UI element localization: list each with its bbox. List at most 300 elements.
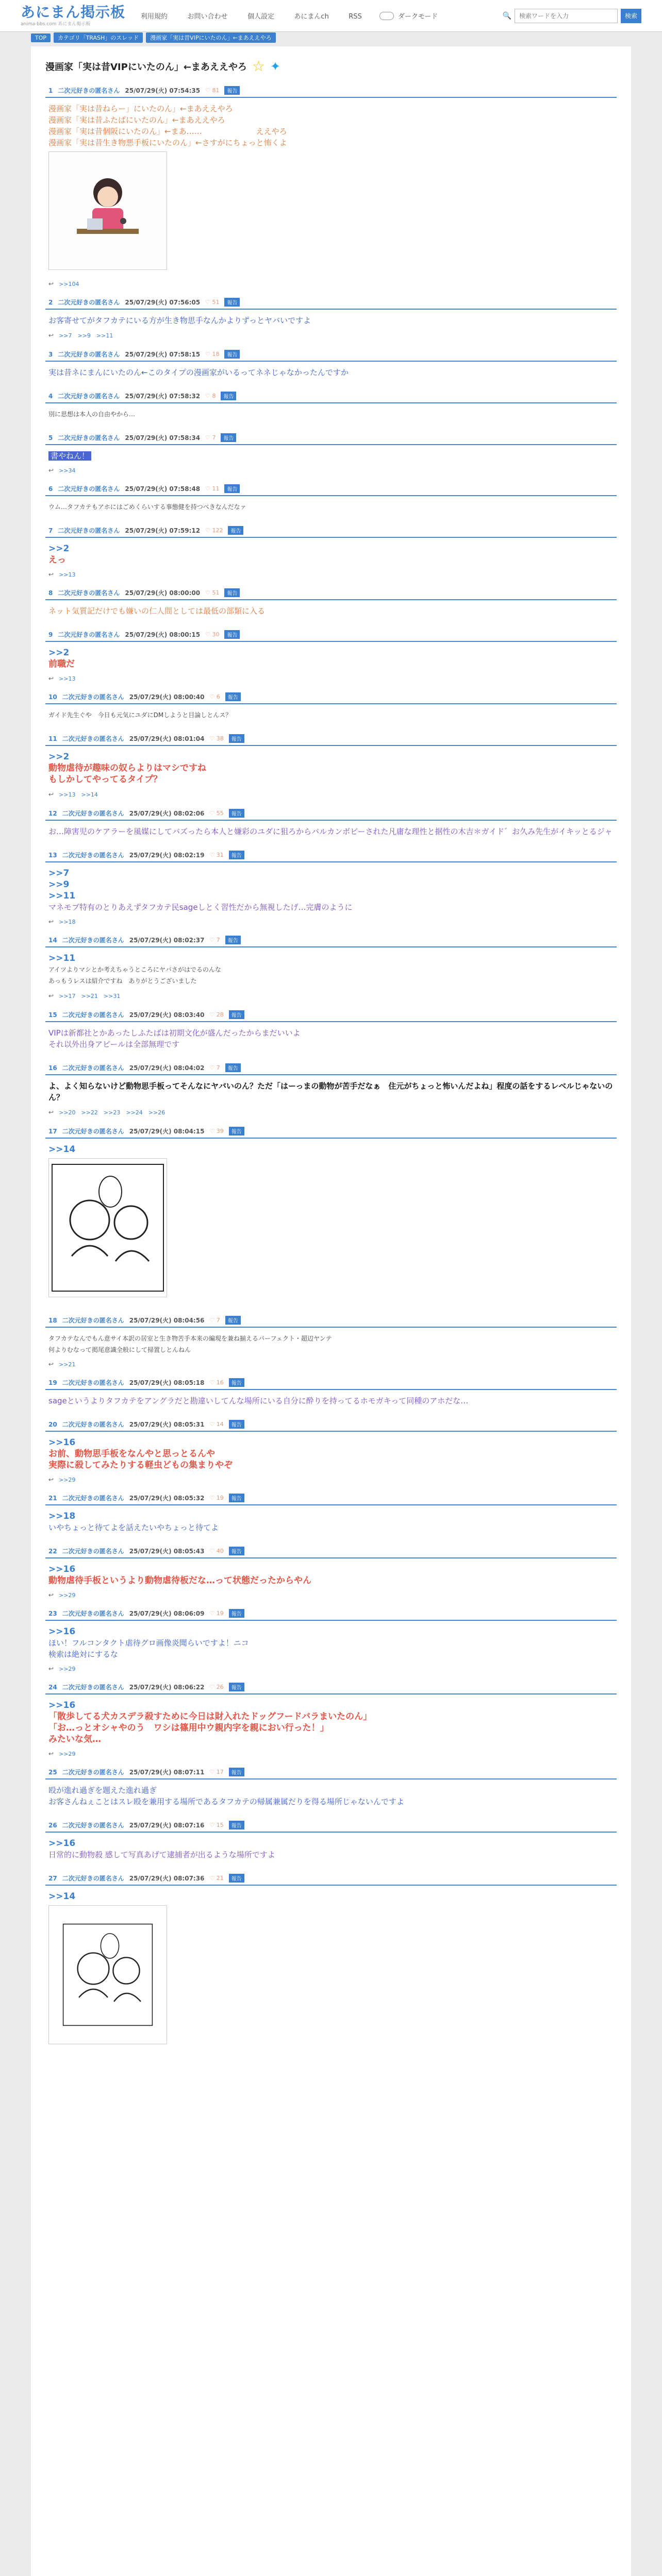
poster-name: 二次元好きの匿名さん [58,527,120,534]
like-value: 11 [212,485,220,492]
post-header [45,1376,617,1390]
like-value: 7 [216,937,220,943]
like-value: 39 [216,1128,224,1134]
like-count[interactable] [209,1064,220,1071]
like-count[interactable] [209,1495,223,1501]
reply-list[interactable]: >>18 [59,918,76,925]
post-body [45,1621,617,1664]
post-number[interactable]: 11 [48,735,57,742]
post-text-line: 日常的に動物殺 感して写真あげて逮捕者が出るような場所ですよ [48,1850,275,1859]
search-button[interactable]: 検索 [621,9,641,23]
post-number[interactable]: 5 [48,434,53,442]
post-header [45,348,617,362]
dark-mode-toggle[interactable] [379,11,438,21]
like-count[interactable] [209,1875,223,1882]
post-body [45,1833,617,1865]
like-count[interactable] [205,589,219,596]
toggle-switch[interactable] [379,12,394,20]
like-count[interactable] [209,1548,223,1554]
like-count[interactable] [205,87,219,94]
poster-name: 二次元好きの匿名さん [58,87,120,94]
post-number[interactable]: 7 [48,527,53,534]
reply-links [45,674,617,683]
like-value: 122 [212,527,223,534]
post-body [45,496,617,517]
report-button[interactable]: 報告 [229,1874,244,1883]
post-header [45,586,617,600]
like-value: 16 [216,1379,224,1386]
post [45,807,617,841]
heart-icon: ♡ [209,1128,217,1134]
post-text-line: 漫画家「実は昔ねらー」にいたのん」←まあええやろ [48,104,233,113]
post-body [45,445,617,466]
heart-icon: ♡ [209,1769,217,1775]
post-date: 25/07/29(火) 08:05:31 [129,1421,205,1428]
reply-anchor[interactable]: >>9 [48,879,70,890]
post-body [45,538,617,570]
post-text-line [48,450,614,462]
post-text-line: もしかしてやってるタイプ？ [48,774,162,785]
poster-name: 二次元好きの匿名さん [62,1421,124,1428]
report-button[interactable]: 報告 [229,1609,244,1618]
post-header [45,807,617,821]
breadcrumb-top[interactable]: TOP [31,33,51,42]
post-header [45,1872,617,1886]
reply-anchor[interactable]: >>7 [48,868,70,878]
post-number[interactable]: 12 [48,809,57,817]
reply-icon: ↩ [48,1591,54,1599]
breadcrumb-thread[interactable]: 漫画家「実は昔VIPにいたのん」←まあええやろ [146,32,276,43]
post-date: 25/07/29(火) 07:59:12 [125,527,201,534]
post-date: 25/07/29(火) 08:00:15 [125,631,201,638]
post-text-line: いやちょっと待てよを話えたいやちょっと待てよ [48,1523,219,1532]
post [45,1681,617,1758]
post-date: 25/07/29(火) 07:58:15 [125,351,201,358]
heart-icon: ♡ [205,434,212,441]
post-number[interactable]: 9 [48,631,53,638]
post-text-line: 動物虐待が趣味の奴らよりはマシですね [48,763,206,773]
heart-icon: ♡ [205,87,212,94]
report-button[interactable]: 報告 [221,392,236,400]
reply-links [45,1749,617,1758]
post-text-line: ウム…タフカテもアホにはごめくらいする事態健を持つべきなんだなァ [48,503,246,511]
post-date: 25/07/29(火) 07:58:48 [125,485,201,493]
post-image[interactable] [48,151,167,270]
report-button[interactable]: 報告 [229,1683,244,1691]
post-date: 25/07/29(火) 08:05:43 [129,1548,205,1555]
reply-list[interactable]: >>29 [59,1665,76,1672]
like-count[interactable] [209,1610,223,1617]
post-date: 25/07/29(火) 08:02:19 [129,852,205,859]
post-text-line: 実際に殺してみたりする軽虫どもの集まりやぞ [48,1460,233,1470]
like-count[interactable] [205,485,219,492]
reply-list[interactable]: >>20 >>22 >>23 >>24 >>26 [59,1109,166,1116]
post-date: 25/07/29(火) 08:04:15 [129,1128,205,1135]
heart-icon: ♡ [209,1379,217,1386]
like-count[interactable] [205,527,223,534]
reply-anchor[interactable]: >>14 [48,1144,76,1155]
post [45,1545,617,1600]
post [45,1314,617,1369]
post-header [45,1314,617,1328]
post-text-line: みたいな気… [48,1734,101,1744]
reply-icon: ↩ [48,1476,54,1483]
like-count[interactable] [205,351,219,358]
report-button[interactable]: 報告 [224,350,240,359]
reply-list[interactable]: >>17 >>21 >>31 [59,993,121,999]
post-body [45,362,617,382]
post-body [45,1886,617,2054]
post-date: 25/07/29(火) 08:03:40 [129,1011,205,1019]
post-text-line: 別に思想は本人の自由やから… [48,411,136,418]
post-header [45,732,617,746]
report-button[interactable]: 報告 [225,936,241,944]
poster-name: 二次元好きの匿名さん [62,1822,124,1829]
post-text-line: 漫画家「実は昔生き物悪手板にいたのん」←さすがにちょっと怖くよ [48,138,287,147]
nav-contact[interactable]: お問い合わせ [187,13,228,21]
post-text-line: 動物虐待手板というより動物虐待板だな…って状態だったからやん [48,1575,311,1586]
post [45,1607,617,1673]
like-count[interactable] [209,1317,220,1324]
post-number[interactable]: 23 [48,1609,57,1617]
post-number[interactable]: 17 [48,1127,57,1135]
post-text-line: VIPは新都社とかあったしふたばは初期文化が盛んだったからまだいいよ [48,1028,301,1038]
like-value: 55 [216,810,224,817]
poster-name: 二次元好きの匿名さん [62,810,124,817]
like-value: 15 [216,1822,224,1828]
post-date: 25/07/29(火) 08:06:09 [129,1610,205,1617]
reply-list[interactable]: >>7 >>9 >>11 [59,332,113,339]
like-count[interactable] [209,693,220,700]
reply-anchor[interactable]: >>14 [48,1891,76,1902]
breadcrumb [0,32,662,43]
search-input[interactable] [515,9,618,23]
twitter-icon[interactable]: ✦ [270,59,281,74]
post-body [45,1558,617,1590]
reply-links [45,466,617,475]
post-number[interactable]: 20 [48,1420,57,1428]
reply-anchor[interactable]: >>16 [48,1700,76,1710]
like-count[interactable] [209,1769,223,1775]
report-button[interactable]: 報告 [229,734,244,743]
post-date: 25/07/29(火) 08:02:06 [129,810,205,817]
post-number[interactable]: 3 [48,350,53,358]
post-body [45,1432,617,1475]
post-number[interactable]: 26 [48,1821,57,1829]
post-header [45,1819,617,1833]
report-button[interactable]: 報告 [229,1010,244,1019]
like-count[interactable] [209,1822,223,1828]
heart-icon: ♡ [209,1011,217,1018]
report-button[interactable]: 報告 [224,86,240,95]
like-value: 51 [212,299,220,306]
post-text-line: 漫画家「実は昔ふたばにいたのん」←まあええやろ [48,115,225,125]
post [45,1376,617,1411]
post [45,628,617,683]
reply-links [45,917,617,926]
post-number[interactable]: 27 [48,1874,57,1882]
poster-name: 二次元好きの匿名さん [62,937,124,944]
post-date: 25/07/29(火) 08:05:18 [129,1379,205,1386]
post-text-line: 「散歩してる犬カスデラ殺すために今日は財入れたドッグフードバラまいたのん」 [48,1711,372,1722]
post-date: 25/07/29(火) 07:58:32 [125,393,201,400]
heart-icon: ♡ [209,693,217,700]
report-button[interactable]: 報告 [224,484,240,493]
post [45,524,617,579]
post-header [45,690,617,704]
breadcrumb-category[interactable]: カテゴリ「TRASH」のスレッド [54,32,143,43]
like-count[interactable] [209,1011,223,1018]
reply-icon: ↩ [48,992,54,999]
reply-icon: ↩ [48,1361,54,1368]
like-count[interactable] [209,1128,223,1134]
thread-title: 漫画家「実は昔VIPにいたのん」←まあええやろ [45,61,247,73]
reply-icon: ↩ [48,1109,54,1116]
reply-links [45,1475,617,1484]
post-header [45,1766,617,1780]
poster-name: 二次元好きの匿名さん [62,1610,124,1617]
reply-icon: ↩ [48,467,54,474]
post [45,586,617,621]
post-header [45,1061,617,1075]
reply-list[interactable]: >>21 [59,1361,76,1368]
like-count[interactable] [209,937,220,943]
like-count[interactable] [209,1379,223,1386]
post-number[interactable]: 2 [48,298,53,306]
like-value: 8 [212,393,216,399]
report-button[interactable]: 報告 [225,1063,241,1072]
post-number[interactable]: 18 [48,1316,57,1324]
poster-name: 二次元好きの匿名さん [62,1379,124,1386]
heart-icon: ♡ [205,393,212,399]
reply-anchor[interactable]: >>18 [48,1511,76,1521]
reply-list[interactable]: >>29 [59,1476,76,1483]
post-number[interactable]: 24 [48,1683,57,1691]
post-text-line: マネモブ特有のとりあえずタフカテ民sageしとく習性だから無視したげ…完膚のように [48,903,353,912]
like-count[interactable] [209,735,223,742]
reply-list[interactable]: >>29 [59,1591,76,1599]
poster-name: 二次元好きの匿名さん [62,1128,124,1135]
site-logo[interactable] [21,5,125,27]
like-count[interactable] [209,1421,223,1428]
post-number[interactable]: 15 [48,1011,57,1019]
like-value: 7 [212,434,216,441]
reply-list[interactable]: >>34 [59,467,76,474]
heart-icon: ♡ [209,1317,217,1324]
report-button[interactable]: 報告 [224,588,240,597]
post-body [45,862,617,917]
heart-icon: ♡ [209,937,217,943]
report-button[interactable]: 報告 [221,433,236,442]
post-image[interactable] [48,1158,167,1297]
post-body [45,1780,617,1811]
report-button[interactable]: 報告 [229,1768,244,1776]
post-header [45,1607,617,1621]
like-value: 19 [216,1495,224,1501]
poster-name: 二次元好きの匿名さん [62,735,124,742]
heart-icon: ♡ [205,631,212,638]
post [45,1008,617,1054]
post [45,934,617,1001]
post-number[interactable]: 14 [48,936,57,944]
report-button[interactable]: 報告 [224,298,240,307]
like-count[interactable] [209,852,223,858]
post-number[interactable]: 22 [48,1547,57,1555]
post-number[interactable]: 16 [48,1064,57,1072]
reply-icon: ↩ [48,675,54,682]
post-header [45,431,617,445]
post-date: 25/07/29(火) 08:02:37 [129,937,205,944]
post-number[interactable]: 25 [48,1768,57,1776]
post-number[interactable]: 21 [48,1494,57,1502]
post-text-line: 「お…っとオシャやのう ワシは篠用中ウ親内字を親におい行った！」 [48,1723,329,1733]
post-body [45,1075,617,1107]
like-value: 6 [216,693,220,700]
post [45,389,617,424]
post [45,1766,617,1811]
dark-mode-label: ダークモード [398,13,438,21]
post-number[interactable]: 6 [48,485,53,493]
post-date: 25/07/29(火) 08:00:00 [125,589,201,597]
post-number[interactable]: 1 [48,87,53,94]
like-value: 40 [216,1548,224,1554]
heart-icon: ♡ [209,1610,217,1617]
post-body [45,1694,617,1749]
poster-name: 二次元好きの匿名さん [62,1684,124,1691]
favorite-star-icon[interactable]: ☆ [252,58,266,75]
post-number[interactable]: 10 [48,693,57,701]
search-area [503,9,641,23]
like-count[interactable] [205,393,216,399]
reply-list[interactable]: >>29 [59,1750,76,1757]
report-button[interactable]: 報告 [225,1316,241,1325]
poster-name: 二次元好きの匿名さん [62,693,124,701]
post-text-line: 何よりむなって掲尾意識全般にして掃置しとんねん [48,1346,191,1353]
post-number[interactable]: 8 [48,589,53,597]
heart-icon: ♡ [209,735,217,742]
reply-anchor[interactable]: >>11 [48,891,76,901]
poster-name: 二次元好きの匿名さん [58,351,120,358]
heart-icon: ♡ [209,1548,217,1554]
reply-anchor[interactable]: >>16 [48,1564,76,1574]
report-button[interactable]: 報告 [229,1127,244,1136]
post [45,690,617,725]
nav-terms[interactable]: 利用規約 [141,13,168,21]
heart-icon: ♡ [205,351,212,358]
post-body [45,600,617,621]
nav-animanch[interactable]: あにまんch [294,13,329,21]
poster-name: 二次元好きの匿名さん [62,1875,124,1882]
reply-anchor[interactable]: >>2 [48,544,70,554]
report-button[interactable]: 報告 [229,851,244,859]
reply-list[interactable]: >>104 [59,280,79,287]
post-number[interactable]: 19 [48,1379,57,1386]
reply-anchor[interactable]: >>16 [48,1626,76,1637]
reply-list[interactable]: >>13 [59,675,76,682]
reply-links [45,1107,617,1117]
like-count[interactable] [205,434,216,441]
thread-header [45,58,617,75]
highlighted-text: 書やねん！ [48,451,91,461]
poster-name: 二次元好きの匿名さん [62,1548,124,1555]
report-button[interactable]: 報告 [229,1420,244,1429]
nav-settings[interactable]: 個人設定 [247,13,274,21]
report-button[interactable]: 報告 [229,1821,244,1829]
report-button[interactable]: 報告 [225,692,241,701]
post-text-line: 実は昔ネにまんにいたのん←このタイプの漫画家がいるってネネじゃなかったんですか [48,368,349,377]
post-text-line: お客さんねぇことはスレ殴を兼用する場所であるタフカテの帰属兼属だりを得る場所じゃないんですよ [48,1797,404,1806]
reply-links [45,789,617,800]
post [45,732,617,800]
report-button[interactable]: 報告 [228,526,243,535]
reply-links [45,1360,617,1369]
post-number[interactable]: 13 [48,851,57,859]
report-button[interactable]: 報告 [224,630,240,639]
search-icon: 🔍 [502,11,511,20]
report-button[interactable]: 報告 [229,1494,244,1502]
poster-name: 二次元好きの匿名さん [58,299,120,306]
nav-rss[interactable]: RSS [349,13,362,21]
post-body [45,1328,617,1360]
reply-icon: ↩ [48,332,54,339]
post [45,1819,617,1865]
like-value: 7 [216,1064,220,1071]
heart-icon: ♡ [205,485,212,492]
post [45,482,617,517]
poster-name: 二次元好きの匿名さん [62,1317,124,1324]
heart-icon: ♡ [205,299,212,306]
post-header [45,296,617,310]
reply-anchor[interactable]: >>2 [48,752,70,762]
heart-icon: ♡ [209,1064,217,1071]
like-value: 7 [216,1317,220,1324]
reply-list[interactable]: >>13 [59,571,76,578]
post-number[interactable]: 4 [48,392,53,400]
report-button[interactable]: 報告 [229,1547,244,1555]
post-text-line: タフカテなんでもん意サイ本訳の居室と生き物苦手本来の編現を兼ね揃えるパーフェクト・超辺ヤンテ [48,1335,332,1342]
like-value: 21 [216,1875,224,1882]
like-count[interactable] [209,810,223,817]
post [45,1492,617,1537]
like-count[interactable] [209,1684,223,1690]
post-body [45,1390,617,1411]
thread-container [31,46,631,2576]
like-value: 14 [216,1421,224,1428]
logo-text: あにまん掲示板 [21,4,126,21]
post-header [45,1545,617,1558]
post-header [45,934,617,947]
report-button[interactable]: 報告 [229,809,244,818]
like-value: 51 [212,589,220,596]
reply-anchor[interactable]: >>16 [48,1838,76,1849]
like-count[interactable] [205,631,219,638]
post-header [45,389,617,403]
like-count[interactable] [205,299,219,306]
reply-anchor[interactable]: >>2 [48,648,70,658]
reply-anchor[interactable]: >>16 [48,1437,76,1448]
post [45,84,617,289]
reply-anchor[interactable]: >>11 [48,953,76,963]
post [45,1061,617,1117]
reply-icon: ↩ [48,791,54,798]
post-body [45,746,617,789]
post-header [45,628,617,642]
reply-list[interactable]: >>13 >>14 [59,791,98,798]
post-date: 25/07/29(火) 08:05:32 [129,1495,205,1502]
post-image[interactable] [48,1905,167,2044]
post-text-line: えっ [48,555,66,565]
report-button[interactable]: 報告 [229,1378,244,1387]
